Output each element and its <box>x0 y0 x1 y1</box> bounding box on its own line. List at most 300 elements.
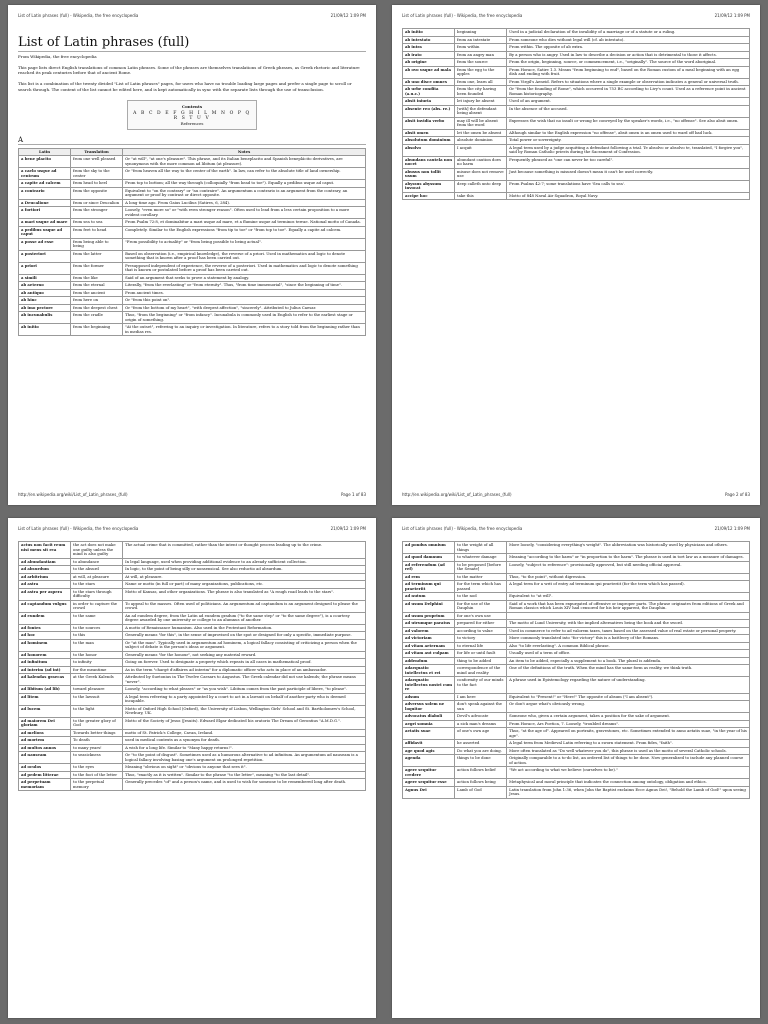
latin-cell: ad honorem <box>19 651 71 659</box>
latin-cell: addendum <box>403 657 455 665</box>
table-row <box>19 250 366 262</box>
translation-cell: to be proposed [before the Senate] <box>455 561 507 573</box>
translation-cell: from the sky to the center <box>71 168 123 180</box>
latin-cell: adversus solem ne loquitor <box>403 701 455 713</box>
latin-cell: ad multos annos <box>19 744 71 752</box>
table-row <box>403 642 750 650</box>
column-header-notes: Notes <box>123 148 366 156</box>
footer-page-number: Page 2 of 83 <box>725 492 750 497</box>
notes-cell: Said of a work that has been expurgated of offensive or improper parts. The phrase originates from editions of Greek and Roman classics which Louis XIV had censored for his heir apparent, the Dauphin. <box>507 600 750 612</box>
notes-cell: Meaning "according to the harm" or "in proportion to the harm". The phrase is used in tort law as a measure of damages. <box>507 554 750 562</box>
table-row <box>403 612 750 620</box>
translation-cell: to whatever damage <box>455 554 507 562</box>
latin-cell: ad fontes <box>19 624 71 632</box>
translation-cell: Towards better things <box>71 729 123 737</box>
running-header <box>18 13 366 18</box>
running-header <box>402 526 750 531</box>
table-row <box>403 620 750 628</box>
translation-cell: from the latter <box>71 250 123 262</box>
table-row <box>19 624 366 632</box>
pdf-page-3 <box>8 518 376 1018</box>
notes-cell: Total power or sovereignty. <box>507 137 750 145</box>
notes-cell: Equivalent to "on the contrary" or "au contraire". An argumentum a contrario is an argument from the contrary, an argument or proof by contrast or direct opposite. <box>123 187 366 199</box>
latin-cell: a simili <box>19 274 71 282</box>
table-row <box>403 98 750 106</box>
latin-cell: ab hinc <box>19 297 71 305</box>
table-row <box>403 657 750 665</box>
notes-cell: More commonly translated into "for victory" this is a battlecry of the Romans. <box>507 635 750 643</box>
translation-cell: to victory <box>455 635 507 643</box>
footer-url[interactable]: http://en.wikipedia.org/wiki/List_of_Latin_phrases_(full) <box>402 492 512 497</box>
latin-cell: ad nutum <box>403 593 455 601</box>
column-header-translation: Translation <box>71 148 123 156</box>
notes-cell: Motto of the Society of Jesus (Jesuits). Edward Elgar dedicated his oratorio The Dream of Gerontius "A.M.D.G.". <box>123 717 366 729</box>
translation-cell: I am here <box>455 693 507 701</box>
notes-cell: Used in a judicial declaration of the invalidity of a marriage or of a statute or a ruling. <box>507 29 750 37</box>
notes-cell: Although similar to the English expression "no offense", absit omen is an omen used to ward off bad luck. <box>507 129 750 137</box>
notes-cell: At will, at pleasure. <box>123 573 366 581</box>
notes-cell: Thus, "exactly as it is written". Similar to the phrase "to the letter", meaning "to the last detail". <box>123 771 366 779</box>
table-row <box>403 665 750 677</box>
table-row <box>19 566 366 574</box>
header-doc-title: List of Latin phrases (full) - Wikipedia, the free encyclopedia <box>18 526 139 531</box>
table-row <box>19 304 366 312</box>
table-row <box>403 720 750 728</box>
latin-cell: ad abundantiam <box>19 558 71 566</box>
latin-cell: ad referendum (ad ref) <box>403 561 455 573</box>
notes-cell: Thus, "from the beginning" or "from infancy". Incunabula is commonly used in English to refer to the earliest stage or origin of something. <box>123 312 366 324</box>
latin-cell: ab initio <box>19 324 71 336</box>
table-row <box>403 144 750 156</box>
notes-cell: As in the term "chargé d'affaires ad interim" for a diplomatic officer who acts in place of an ambassador. <box>123 666 366 674</box>
table-row <box>403 156 750 168</box>
translation-cell: for one's own use <box>455 612 507 620</box>
table-row <box>403 168 750 180</box>
translation-cell: from the opposite <box>71 187 123 199</box>
table-row <box>19 729 366 737</box>
notes-cell: In logic, to the point of being silly or nonsensical. See also reductio ad absurdum. <box>123 566 366 574</box>
translation-cell: in order to capture the crowd <box>71 600 123 612</box>
table-row <box>403 677 750 694</box>
translation-cell: toward pleasure <box>71 686 123 694</box>
translation-cell: according to value <box>455 627 507 635</box>
table-row <box>403 747 750 755</box>
phrases-table-page-2 <box>402 28 750 200</box>
translation-cell: from the source <box>455 59 507 67</box>
notes-cell: From Psalms 42:7; some translations have 'Sea calls to sea'. <box>507 180 750 192</box>
latin-cell: ab initio <box>403 29 455 37</box>
translation-cell: for life or until fault <box>455 650 507 658</box>
translation-cell: to the weight of all things <box>455 542 507 554</box>
translation-cell: to the stars through difficulty <box>71 588 123 600</box>
header-doc-title: List of Latin phrases (full) - Wikipedia, the free encyclopedia <box>402 526 523 531</box>
translation-cell: from or since Deucalion <box>71 199 123 207</box>
phrases-table-page-1 <box>18 148 366 337</box>
notes-cell: Latin translation from John 1:36, when John the Baptist exclaims Ecce Agnus Dei!, "Behold the Lamb of God!" upon seeing Jesus. <box>507 786 750 798</box>
notes-cell: From Horace, Ars Poetica, 7. Loosely, "troubled dreams". <box>507 720 750 728</box>
latin-cell: agere sequitur esse <box>403 779 455 787</box>
table-row <box>19 659 366 667</box>
table-row <box>403 29 750 37</box>
notes-cell: "From possibility to actuality" or "from being possible to being actual". <box>123 238 366 250</box>
table-row <box>19 558 366 566</box>
notes-cell: Or "at the man". Typically used in argumentum ad hominem, a logical fallacy consisting of criticizing a person when the subject of debate is the person's ideas or argument. <box>123 639 366 651</box>
latin-cell: ad utrumque paratus <box>403 620 455 628</box>
notes-cell: By a person who is angry. Used in law to describe a decision or action that is detrimental to those it affects. <box>507 51 750 59</box>
translation-cell: deep calleth unto deep <box>455 180 507 192</box>
latin-cell: Agnus Dei <box>403 786 455 798</box>
translation-cell: absolute dominion <box>455 137 507 145</box>
translation-cell: to the lawsuit <box>71 693 123 705</box>
latin-cell: ad pondus omnium <box>403 542 455 554</box>
table-row <box>19 542 366 559</box>
table-row <box>403 51 750 59</box>
notes-cell: Meaning "obvious on sight" or "obvious to anyone that sees it". <box>123 764 366 772</box>
translation-cell: from an intestate <box>455 36 507 44</box>
translation-cell: the act does not make one guilty unless the mind is also guilty <box>71 542 123 559</box>
table-row <box>19 632 366 640</box>
notes-cell: Thus, "to the point", without digression. <box>507 573 750 581</box>
table-row <box>403 44 750 52</box>
toc-references-link[interactable]: References <box>180 120 204 126</box>
notes-cell: Generally precedes "of" and a person's name, and is used to wish for someone to be remembered long after death. <box>123 779 366 791</box>
translation-cell: let injury be absent <box>455 98 507 106</box>
table-row <box>403 693 750 701</box>
page-subtitle: From Wikipedia, the free encyclopedia <box>18 54 97 59</box>
latin-cell: a Deucalione <box>19 199 71 207</box>
latin-cell: ad hominem <box>19 639 71 651</box>
latin-cell: ad rem <box>403 573 455 581</box>
notes-cell: Or "from heaven all the way to the center of the earth". In law, can refer to the absolute title of land ownership. <box>123 168 366 180</box>
translation-cell: to the eyes <box>71 764 123 772</box>
translation-cell: to the honor <box>71 651 123 659</box>
table-row <box>19 752 366 764</box>
translation-cell: things to be done <box>455 755 507 767</box>
notes-cell: A legal term for a writ of entry ad terminum qui praeteriit (for the term which has passed). <box>507 581 750 593</box>
translation-cell: of one's own age <box>455 728 507 740</box>
column-header-latin: Latin <box>19 148 71 156</box>
page-title: List of Latin phrases (full) <box>18 35 366 52</box>
latin-cell: agenda <box>403 755 455 767</box>
translation-cell: correspondence of the mind and reality <box>455 665 507 677</box>
translation-cell: to abundance <box>71 558 123 566</box>
latin-cell: ad astra <box>19 581 71 589</box>
page-footer <box>18 492 366 497</box>
table-row <box>19 779 366 791</box>
translation-cell: to the matter <box>455 573 507 581</box>
notes-cell: A phrase used in Epistemology regarding the nature of understanding. <box>507 677 750 694</box>
table-row <box>19 588 366 600</box>
header-date: 21/09/12 1:09 PM <box>714 13 750 18</box>
notes-cell: Literally, "from the everlasting" or "from eternity". Thus, "from time immemorial", "since the beginning of time". <box>123 282 366 290</box>
table-row <box>403 779 750 787</box>
toc-letter-links[interactable]: A B C D E F G H I L M N O P Q R S T U V <box>133 110 251 121</box>
notes-cell: Also "to life everlasting". A common Biblical phrase. <box>507 642 750 650</box>
latin-cell: absit iniuria <box>403 98 455 106</box>
notes-cell: "At the outset", referring to an inquiry or investigation. In literature, refers to a story told from the beginning rather than in medias res. <box>123 324 366 336</box>
notes-cell: Used of an argument. <box>507 98 750 106</box>
translation-cell: from the beginning <box>71 324 123 336</box>
latin-cell: ad lucem <box>19 705 71 717</box>
translation-cell: to the foot of the letter <box>71 771 123 779</box>
translation-cell: for the term which has passed <box>455 581 507 593</box>
latin-cell: a pedibus usque ad caput <box>19 226 71 238</box>
running-header <box>402 13 750 18</box>
translation-cell: he asserted <box>455 740 507 748</box>
latin-cell: ab intra <box>403 44 455 52</box>
translation-cell: to the absurd <box>71 566 123 574</box>
translation-cell: to infinity <box>71 659 123 667</box>
translation-cell: Do what you are doing. <box>455 747 507 755</box>
table-row <box>403 561 750 573</box>
table-row <box>403 542 750 554</box>
translation-cell: [with] the defendant being absent <box>455 105 507 117</box>
notes-cell: Someone who, given a certain argument, takes a position for the sake of argument. <box>507 713 750 721</box>
latin-cell: ad usum Delphini <box>403 600 455 612</box>
translation-cell: from one well pleased <box>71 156 123 168</box>
latin-cell: a caelo usque ad centrum <box>19 168 71 180</box>
latin-cell: ab uno disce omnes <box>403 78 455 86</box>
notes-cell: Loosely, "according to what pleases" or "as you wish". Libitum comes from the past participle of libere, "to please". <box>123 686 366 694</box>
table-row <box>403 86 750 98</box>
latin-cell: ad litem <box>19 693 71 705</box>
notes-cell: The actual crime that is committed, rather than the intent or thought process leading up to the crime. <box>123 542 366 559</box>
latin-cell: ab urbe condita (a.u.c.) <box>403 86 455 98</box>
translation-cell: from the egg to the apples <box>455 66 507 78</box>
latin-cell: ad interim (ad int) <box>19 666 71 674</box>
latin-cell: ad vitam aeternam <box>403 642 455 650</box>
notes-cell: Originally comparable to a to-do list, an ordered list of things to be done. Now generalized to include any planned course of action. <box>507 755 750 767</box>
table-row <box>19 219 366 227</box>
intro-paragraph-2: This list is a combination of the twenty divided "List of Latin phrases" pages, for users who have no trouble loading large pages and prefer a single page to scroll or search through. The content of the list cannot be edited here, and is kept automatically in sync with the separate lists through the use of transclusion. <box>18 81 352 92</box>
intro-paragraph-1: This page lists direct English translations of common Latin phrases. Some of the phrases are themselves translations of Greek phrases, as Greek rhetoric and literature reached its peak centuries before that of ancient Rome. <box>18 65 360 76</box>
table-row <box>403 600 750 612</box>
latin-cell: aetatis suae <box>403 728 455 740</box>
table-row <box>19 238 366 250</box>
table-row <box>19 639 366 651</box>
table-row <box>19 289 366 297</box>
translation-cell: to the nod <box>455 593 507 601</box>
translation-cell: to the same <box>71 612 123 624</box>
table-row <box>403 78 750 86</box>
notes-cell: Said of an argument that seeks to prove a statement by analogy. <box>123 274 366 282</box>
table-row <box>19 262 366 274</box>
notes-cell: An item to be added, especially a supplement to a book. The plural is addenda. <box>507 657 750 665</box>
table-row <box>19 168 366 180</box>
translation-cell: to the light <box>71 705 123 717</box>
translation-cell: to the man <box>71 639 123 651</box>
notes-cell: To appeal to the masses. Often used of politicians. An argumentum ad captandum is an argument designed to please the crowd. <box>123 600 366 612</box>
table-row <box>403 554 750 562</box>
translation-cell: conformity of our minds to the fact <box>455 677 507 694</box>
table-row <box>19 737 366 745</box>
latin-cell: advocatus diaboli <box>403 713 455 721</box>
latin-cell: ab aeterno <box>19 282 71 290</box>
translation-cell: from an angry man <box>455 51 507 59</box>
table-row <box>19 226 366 238</box>
table-row <box>19 297 366 305</box>
translation-cell: may ill will be absent from the word <box>455 117 507 129</box>
latin-cell: a capite ad calcem <box>19 180 71 188</box>
translation-cell: from the ancient <box>71 289 123 297</box>
translation-cell: from sea to sea <box>71 219 123 227</box>
latin-cell: ad valorem <box>403 627 455 635</box>
notes-cell: A legal term from Medieval Latin referring to a sworn statement. From fides, "faith". <box>507 740 750 748</box>
notes-cell: "We act according to what we believe (ourselves to be)." <box>507 767 750 779</box>
latin-cell: ad quod damnum <box>403 554 455 562</box>
latin-cell: absit omen <box>403 129 455 137</box>
notes-cell: Presupposed independent of experience, the reverse of a posteriori. Used in mathematics and logic to denote something that is known or postulated before a proof has been carried out. <box>123 262 366 274</box>
notes-cell: More often translated as "Do well whatever you do", this phrase is used as the motto of several Catholic schools. <box>507 747 750 755</box>
translation-cell: from the cradle <box>71 312 123 324</box>
latin-cell: ab imo pectore <box>19 304 71 312</box>
latin-cell: ad nauseam <box>19 752 71 764</box>
table-of-contents <box>127 100 257 130</box>
latin-cell: ad infinitum <box>19 659 71 667</box>
page-footer <box>402 492 750 497</box>
translation-cell: for the meantime <box>71 666 123 674</box>
latin-cell: ad arbitrium <box>19 573 71 581</box>
translation-cell: I acquit <box>455 144 507 156</box>
table-row <box>403 755 750 767</box>
latin-cell: absente reo (abs. re.) <box>403 105 455 117</box>
translation-cell: from the eternal <box>71 282 123 290</box>
latin-cell: absolutum dominium <box>403 137 455 145</box>
translation-cell: to the stars <box>71 581 123 589</box>
notes-cell: A wish for a long life. Similar to "Many happy returns!". <box>123 744 366 752</box>
table-row <box>19 612 366 624</box>
table-row <box>19 207 366 219</box>
notes-cell: The motto of Lund University, with the implied alternatives being the book and the sword. <box>507 620 750 628</box>
notes-cell: Completely. Similar to the English expressions "from tip to toe" or "from top to toe". Equally a capite ad calcem. <box>123 226 366 238</box>
pdf-page-2 <box>392 5 760 505</box>
table-row <box>403 713 750 721</box>
translation-cell: let the omen be absent <box>455 129 507 137</box>
table-row <box>19 674 366 686</box>
pdf-page-1 <box>8 5 376 505</box>
translation-cell: Devil's advocate <box>455 713 507 721</box>
notes-cell: Attributed by Suetonius in The Twelve Caesars to Augustus. The Greek calendar did not use kalends; the phrase means "never". <box>123 674 366 686</box>
notes-cell: From someone who dies without legal will (cf. ab intestato). <box>507 36 750 44</box>
notes-cell: Equivalent to "Present!" or "Here!" The opposite of absum ("I am absent"). <box>507 693 750 701</box>
notes-cell: Or "at will", "at one's pleasure". This phrase, and its Italian beneplacito and Spanish beneplácito derivatives, are synonymous with the more common ad libitum (at pleasure). <box>123 156 366 168</box>
table-row <box>403 59 750 67</box>
latin-cell: accipe hoc <box>403 192 455 200</box>
latin-cell: ad absurdum <box>19 566 71 574</box>
table-row <box>403 192 750 200</box>
latin-cell: ad vitam aut culpam <box>403 650 455 658</box>
footer-page-number: Page 1 of 83 <box>341 492 366 497</box>
latin-cell: a mari usque ad mare <box>19 219 71 227</box>
table-row <box>403 581 750 593</box>
latin-cell: a fortiori <box>19 207 71 219</box>
header-doc-title: List of Latin phrases (full) - Wikipedia, the free encyclopedia <box>402 13 523 18</box>
latin-cell: a contrario <box>19 187 71 199</box>
notes-cell: A legal term referring to a party appointed by a court to act in a lawsuit on behalf of another party who is deemed incapable. <box>123 693 366 705</box>
table-row <box>19 187 366 199</box>
latin-cell: ad eundem <box>19 612 71 624</box>
latin-cell: adaequatio intellectus et rei <box>403 665 455 677</box>
table-row <box>403 573 750 581</box>
notes-cell: Generally means "for this", in the sense of improvised on the spot or designed for only a specific, immediate purpose. <box>123 632 366 640</box>
latin-cell: abusus non tollit usum <box>403 168 455 180</box>
table-row <box>19 744 366 752</box>
translation-cell: from here on <box>71 297 123 305</box>
table-row <box>403 129 750 137</box>
latin-cell: absolvo <box>403 144 455 156</box>
table-row <box>403 117 750 129</box>
table-row <box>403 66 750 78</box>
latin-cell: ad victoriam <box>403 635 455 643</box>
translation-cell: from the city having been founded <box>455 86 507 98</box>
header-date: 21/09/12 1:09 PM <box>330 526 366 531</box>
table-row <box>19 199 366 207</box>
latin-cell: age quod agis <box>403 747 455 755</box>
notes-cell: From Psalm 72:8, et dominabitur a mari usque ad mare, et a flumine usque ad terminos terrae. National motto of Canada. <box>123 219 366 227</box>
translation-cell: beginning <box>455 29 507 37</box>
latin-cell: absit invidia verbo <box>403 117 455 129</box>
notes-cell: Or don't argue what's obviously wrong. <box>507 701 750 713</box>
latin-cell: ad meliora <box>19 729 71 737</box>
latin-cell: ab incunabulis <box>19 312 71 324</box>
translation-cell: a sick man's dreams <box>455 720 507 728</box>
table-row <box>19 180 366 188</box>
latin-cell: ad libitum (ad lib) <box>19 686 71 694</box>
table-row <box>403 593 750 601</box>
translation-cell: don't speak against the sun <box>455 701 507 713</box>
notes-cell: Used in commerce to refer to ad valorem taxes, taxes based on the assessed value of real estate or personal property. <box>507 627 750 635</box>
notes-cell: Based on observation (i.e., empirical knowledge), the reverse of a priori. Used in mathematics and logic to denote something that is known after a proof has been carried out. <box>123 250 366 262</box>
table-row <box>403 740 750 748</box>
translation-cell: from the deepest chest <box>71 304 123 312</box>
table-row <box>19 764 366 772</box>
notes-cell: Frequently phrased as "one can never be too careful". <box>507 156 750 168</box>
footer-url[interactable]: http://en.wikipedia.org/wiki/List_of_Latin_phrases_(full) <box>18 492 128 497</box>
latin-cell: ad usum proprium <box>403 612 455 620</box>
translation-cell: at will, at pleasure <box>71 573 123 581</box>
notes-cell: Or "to the point of disgust". Sometimes used as a humorous alternative to ad infinitum. An argumentum ad nauseam is a logical fallacy involving basing one's argument on prolonged repetition. <box>123 752 366 764</box>
notes-cell: From the origin, beginning, source, or commencement, i.e., "originally". The source of the word aboriginal. <box>507 59 750 67</box>
translation-cell: to many years! <box>71 744 123 752</box>
notes-cell: Just because something is misused doesn't mean it can't be used correctly. <box>507 168 750 180</box>
latin-cell: ad astra per aspera <box>19 588 71 600</box>
translation-cell: to the sources <box>71 624 123 632</box>
notes-cell: Motto of Oxford High School (Oxford), the University of Lisbon, Wellington Girls' School and St. Bartholomew's School, Newbury, UK. <box>123 705 366 717</box>
translation-cell: from the like <box>71 274 123 282</box>
notes-cell: Metaphysical and moral principle that indicates the connection among ontology, obligation and ethics. <box>507 779 750 787</box>
translation-cell: to eternal life <box>455 642 507 650</box>
latin-cell: ab ovo usque ad mala <box>403 66 455 78</box>
translation-cell: from one, learn all <box>455 78 507 86</box>
header-date: 21/09/12 1:09 PM <box>330 13 366 18</box>
table-row <box>403 786 750 798</box>
notes-cell: Loosely, "subject to reference": provisionally approved, but still needing official approval. <box>507 561 750 573</box>
latin-cell: abundans cautela non nocet <box>403 156 455 168</box>
table-row <box>19 573 366 581</box>
table-row <box>403 728 750 740</box>
table-row <box>403 767 750 779</box>
translation-cell: action follows belief <box>455 767 507 779</box>
latin-cell: ad oculos <box>19 764 71 772</box>
table-row <box>19 312 366 324</box>
latin-cell: a posse ad esse <box>19 238 71 250</box>
latin-cell: a posteriori <box>19 250 71 262</box>
translation-cell: from feet to head <box>71 226 123 238</box>
header-doc-title: List of Latin phrases (full) - Wikipedia, the free encyclopedia <box>18 13 139 18</box>
notes-cell: A long time ago. From Gaius Lucilius (Satires, 6, 284). <box>123 199 366 207</box>
notes-cell: From within. The opposite of ab extra. <box>507 44 750 52</box>
latin-cell: ad perpetuam memoriam <box>19 779 71 791</box>
